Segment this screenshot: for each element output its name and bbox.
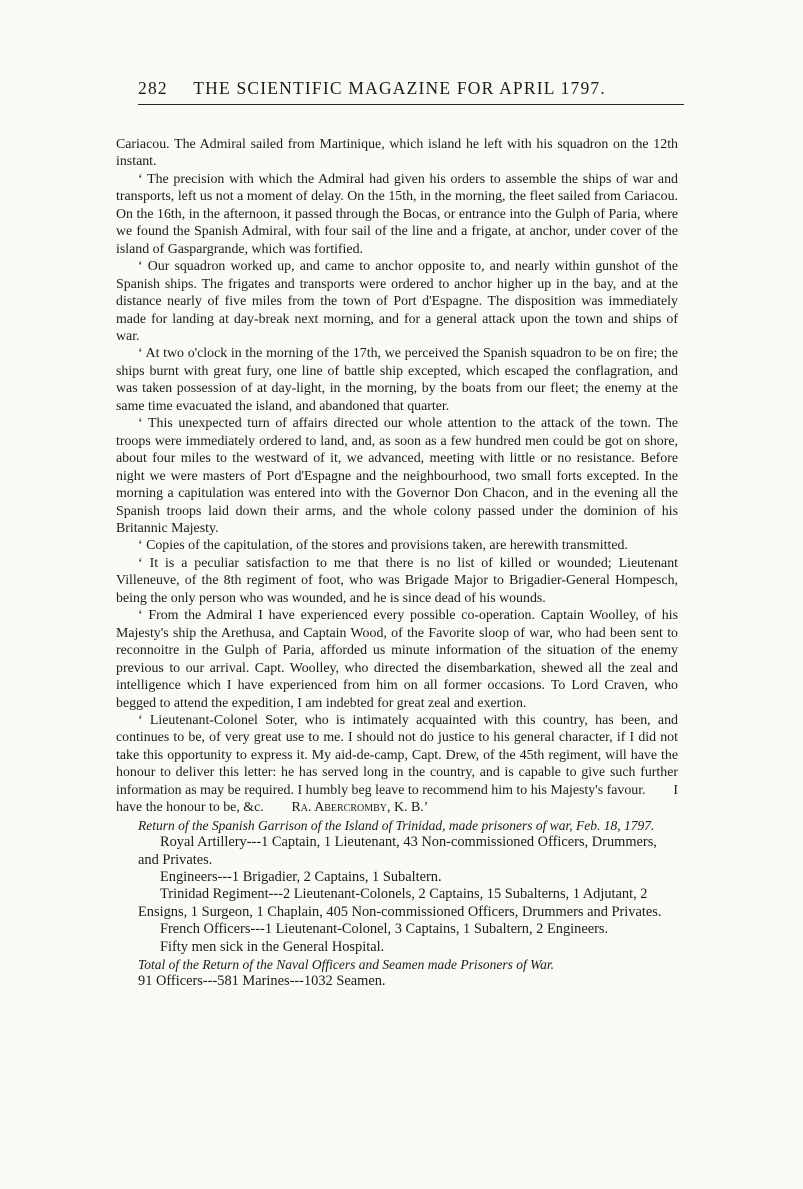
return-entry: Fifty men sick in the General Hospital.	[160, 938, 385, 955]
paragraph-8: ‘ From the Admiral I have experienced every possible co-operation. Captain Woolley, of his Majesty's ship the Arethusa, and Captain Wood, of the Favorite sloop of war, who had been sent to reconnoitre in the Gulph of Paria, afforded us minute information of the situation of the enemy previous to our arrival. Capt. Woolley, who directed the disembarkation, shewed all the zeal and intelligence which I have experienced from him on all former occasions. To Lord Craven, who begged to attend the expedition, I am indebted for great zeal and exertion.	[116, 608, 678, 711]
return-entry: Engineers---1 Brigadier, 2 Captains, 1 Subaltern.	[160, 868, 442, 885]
page-number: 282	[138, 78, 168, 98]
paragraph-5: ‘ This unexpected turn of affairs directed our whole attention to the attack of the town. The troops were immediately ordered to land, and, as soon as a few hundred men could be got on shore, about four miles to the westward of it, we advanced, meeting with little or no resistance. Before night we were masters of Port d'Espagne and the neighbourhood, two small forts excepted. In the morning a capitulation was entered into with the Governor Don Chacon, and in the evening all the Spanish troops laid down their arms, and the whole colony passed under the dominion of his Britannic Majesty.	[116, 416, 678, 536]
running-title: THE SCIENTIFIC MAGAZINE FOR APRIL 1797.	[193, 78, 606, 98]
return-entry: French Officers---1 Lieutenant-Colonel, 3 Captains, 1 Subaltern, 2 Engineers.	[160, 921, 609, 938]
signature: Ra. Abercromby, K. B.’	[291, 800, 429, 816]
closing: I have the honour to be, &c.	[116, 782, 678, 816]
return-title: Return of the Spanish Garrison of the Island of Trinidad, made prisoners of war, Feb. 18, 1797.	[138, 817, 655, 833]
paragraph-3: ‘ Our squadron worked up, and came to anchor opposite to, and nearly within gunshot of the Spanish ships. The frigates and transports were ordered to anchor higher up in the bay, and at the distance nearly of five miles from the town of Port d'Espagne. The disposition was immediately made for landing at day-break next morning, and for a general attack upon the town and ships of war.	[116, 259, 678, 344]
article-body	[116, 136, 678, 991]
paragraph-7: ‘ It is a peculiar satisfaction to me that there is no list of killed or wounded; Lieutenant Villeneuve, of the 8th regiment of foot, who was Brigade Major to Brigadier-General Hompesch, being the only person who was wounded, and he is since dead of his wounds.	[116, 555, 678, 606]
return-entry: Trinidad Regiment---2 Lieutenant-Colonels, 2 Captains, 15 Subalterns, 1 Adjutant, 2 Ensigns, 1 Surgeon, 1 Chaplain, 405 Non-commissioned Officers, Drummers and Privates.	[138, 886, 662, 920]
last-paragraph-text: ‘ Lieutenant-Colonel Soter, who is intimately acquainted with this country, has been, and continues to be, of very great use to me. I should not do justice to his general character, if I did not take this opportunity to express it. My aid-de-camp, Capt. Drew, of the 45th regiment, will have the honour to deliver this letter: he has served long in the country, and is capable to give such further information as may be required. I humbly beg leave to recommend him to his Majesty's favour.	[116, 712, 678, 798]
naval-return-title: Total of the Return of the Naval Officers and Seamen made Prisoners of War.	[138, 956, 554, 972]
paragraph-9	[116, 712, 678, 817]
paragraph-6: ‘ Copies of the capitulation, of the stores and provisions taken, are herewith transmitted.	[138, 538, 628, 554]
naval-return-line: 91 Officers---581 Marines---1032 Seamen.	[138, 973, 386, 990]
running-header	[138, 76, 684, 105]
paragraph-1: Cariacou. The Admiral sailed from Martinique, which island he left with his squadron on the 12th instant.	[116, 137, 678, 170]
paragraph-2: ‘ The precision with which the Admiral had given his orders to assemble the ships of war and transports, left us not a moment of delay. On the 15th, in the morning, the fleet sailed from Cariacou. On the 16th, in the afternoon, it passed through the Bocas, or entrance into the Gulph of Paria, where we found the Spanish Admiral, with four sail of the line and a frigate, at anchor, under cover of the island of Gaspargrande, which was fortified.	[116, 171, 678, 257]
paragraph-4: ‘ At two o'clock in the morning of the 17th, we perceived the Spanish squadron to be on fire; the ships burnt with great fury, one line of battle ship excepted, which escaped the conflagration, and was taken possession of at day-light, in the morning, by the boats from our fleet; the enemy at the same time evacuated the island, and abandoned that quarter.	[116, 346, 678, 414]
return-entry: Royal Artillery---1 Captain, 1 Lieutenant, 43 Non-commissioned Officers, Drummers, and Privates.	[138, 834, 657, 868]
